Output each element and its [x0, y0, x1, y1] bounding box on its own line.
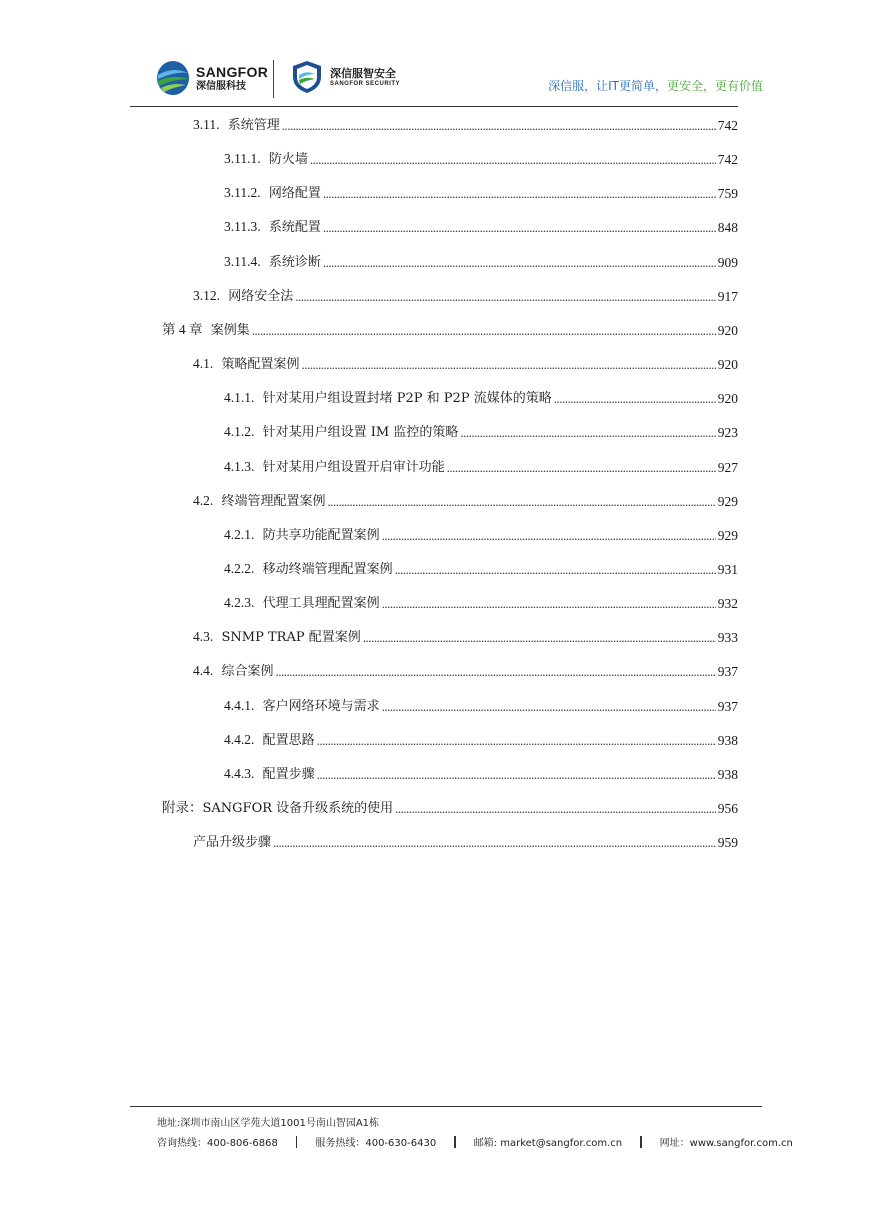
- toc-entry[interactable]: [224, 388, 738, 408]
- footer-website: 网址：www.sangfor.com.cn: [659, 1138, 793, 1149]
- toc-entry-number: 4.4.: [193, 663, 214, 679]
- toc-entry-title: [224, 594, 380, 613]
- toc-entry-page: 917: [717, 288, 738, 304]
- toc-entry-number: 3.11.1.: [224, 151, 261, 167]
- toc-entry-number: 4.2.2.: [224, 560, 255, 576]
- footer-separator: [296, 1136, 298, 1148]
- toc-entry-text: 系统管理: [227, 118, 280, 133]
- toc-entry-page: 923: [717, 425, 738, 441]
- toc-entry-text: 网络安全法: [228, 288, 294, 304]
- toc-entry[interactable]: [224, 559, 738, 579]
- toc-entry-number: 3.11.2.: [224, 185, 261, 201]
- toc-entry-title: [162, 799, 393, 818]
- toc-entry-gap: [254, 767, 262, 782]
- toc-entry-gap: [254, 733, 262, 748]
- toc-leader-dots: [554, 390, 716, 408]
- toc-entry[interactable]: [162, 798, 738, 818]
- toc-entry-page: 959: [717, 835, 738, 851]
- toc-entry[interactable]: [193, 491, 738, 511]
- toc-entry-page: 956: [717, 801, 738, 816]
- toc-entry-number: 4.1.2.: [224, 424, 255, 440]
- toc-leader-dots: [276, 663, 716, 681]
- toc-entry-number: 4.4.1.: [224, 697, 255, 713]
- toc-entry-gap: [254, 425, 262, 440]
- toc-entry-text: 综合案例: [221, 664, 274, 680]
- toc-leader-dots: [460, 424, 715, 442]
- toc-entry-title: [193, 355, 300, 374]
- toc-entry-number: 4.3.: [193, 629, 214, 645]
- toc-entry-title: [193, 628, 361, 647]
- toc-entry-number: 4.2.1.: [224, 526, 255, 542]
- slogan-part2: 更安全，更有价值: [666, 79, 763, 93]
- toc-entry-number: 3.11.4.: [224, 253, 261, 269]
- toc-entry[interactable]: [224, 730, 738, 750]
- consult-hotline: 咨询热线：400-806-6868: [157, 1138, 278, 1149]
- service-hotline: 服务热线：400-630-6430: [315, 1138, 437, 1149]
- toc-entry[interactable]: [224, 525, 738, 545]
- toc-entry[interactable]: [224, 764, 738, 784]
- toc-entry-page: 931: [717, 561, 738, 577]
- footer-email: 邮箱: market@sangfor.com.cn: [473, 1138, 623, 1149]
- slogan-part1: 深信服，让IT更简单，: [548, 79, 667, 93]
- toc-entry[interactable]: [224, 217, 738, 237]
- toc-entry-title: [224, 253, 321, 272]
- toc-entry-text: 案例集: [210, 322, 250, 338]
- toc-leader-dots: [395, 561, 716, 579]
- toc-entry-page: 909: [717, 254, 738, 270]
- toc-entry-gap: [213, 494, 221, 509]
- toc-entry-title: [193, 492, 326, 511]
- page-header: [0, 0, 869, 108]
- brand-name-cn: 深信服科技: [196, 81, 246, 92]
- toc-entry-text: 终端管理配置案例: [221, 493, 326, 509]
- toc-entry-title: [162, 321, 250, 340]
- toc-entry-gap: [254, 596, 262, 611]
- toc-entry[interactable]: [162, 320, 738, 340]
- logo-divider: [273, 60, 274, 98]
- toc-entry-gap: [220, 118, 228, 133]
- toc-entry-gap: [254, 699, 262, 714]
- toc-entry-gap: [261, 255, 269, 270]
- toc-entry-page: 920: [717, 357, 738, 373]
- toc-entry-page: 938: [717, 766, 738, 782]
- toc-entry-page: 742: [717, 152, 738, 168]
- toc-entry-gap: [254, 562, 262, 577]
- toc-entry-title: [224, 389, 552, 408]
- toc-entry[interactable]: [224, 696, 738, 716]
- toc-entry-text: 产品升级步骤: [193, 835, 272, 851]
- toc-entry-text: 移动终端管理配置案例: [262, 561, 393, 577]
- toc-entry-gap: [254, 528, 262, 543]
- security-name-cn: 深信服智安全: [330, 67, 396, 80]
- toc-entry-title: [193, 287, 293, 306]
- toc-entry-text: 客户网络环境与需求: [262, 698, 380, 714]
- toc-leader-dots: [273, 834, 716, 852]
- toc-entry-number: 第 4 章: [162, 321, 203, 337]
- toc-leader-dots: [382, 698, 716, 716]
- toc-entry-page: 937: [717, 664, 738, 680]
- toc-entry[interactable]: [193, 286, 738, 306]
- toc-entry-title: [224, 731, 315, 750]
- brand-name-en: SANGFOR: [196, 64, 269, 80]
- toc-entry-page: 933: [717, 630, 738, 646]
- toc-entry-page: 927: [717, 459, 738, 475]
- header-rule: [130, 106, 738, 107]
- toc-entry-number: 附录：: [162, 800, 203, 815]
- toc-entry-page: 920: [717, 391, 738, 407]
- toc-entry-gap: [254, 391, 262, 406]
- toc-leader-dots: [382, 595, 716, 613]
- toc-entry[interactable]: [224, 593, 738, 613]
- toc-entry-text: 配置思路: [262, 732, 315, 748]
- toc-entry-page: 742: [717, 118, 738, 133]
- toc-leader-dots: [395, 800, 716, 818]
- toc-entry-gap: [261, 152, 269, 167]
- toc-leader-dots: [302, 356, 716, 374]
- toc-entry[interactable]: [193, 627, 738, 647]
- toc-leader-dots: [295, 288, 715, 306]
- sangfor-logo-icon: [156, 60, 190, 96]
- toc-leader-dots: [447, 459, 716, 477]
- toc-entry-gap: [254, 460, 262, 475]
- toc-entry[interactable]: [224, 149, 738, 169]
- footer-separator: [454, 1136, 456, 1148]
- toc-entry[interactable]: [224, 252, 738, 272]
- toc-entry-page: 932: [717, 596, 738, 612]
- toc-entry-page: 848: [717, 220, 738, 236]
- toc-entry-number: 4.2.: [193, 492, 214, 508]
- toc-entry[interactable]: [193, 354, 738, 374]
- toc-entry-text: 代理工具理配置案例: [262, 596, 380, 612]
- toc-entry-number: 4.2.3.: [224, 595, 255, 611]
- toc-entry-title: [224, 697, 380, 716]
- toc-entry-text: 防火墙: [268, 152, 308, 168]
- toc-entry-page: 929: [717, 493, 738, 509]
- toc-leader-dots: [252, 322, 716, 340]
- toc-entry-text: 系统配置: [268, 220, 321, 236]
- toc-entry-title: [224, 458, 445, 477]
- toc-entry-gap: [213, 357, 221, 372]
- toc-entry[interactable]: [224, 457, 738, 477]
- toc-entry-text: SANGFOR 设备升级系统的使用: [202, 801, 394, 816]
- toc-leader-dots: [317, 732, 716, 750]
- toc-entry-text: 策略配置案例: [221, 357, 300, 373]
- toc-leader-dots: [317, 766, 716, 784]
- toc-entry-text: 系统诊断: [268, 254, 321, 270]
- toc-leader-dots: [282, 117, 716, 135]
- toc-entry-number: 3.12.: [193, 287, 220, 303]
- toc-leader-dots: [323, 185, 716, 203]
- toc-entry-gap: [261, 186, 269, 201]
- toc-entry-text: 网络配置: [268, 186, 321, 202]
- slogan: [548, 77, 763, 94]
- toc-entry-title: [193, 833, 271, 852]
- footer-rule: [130, 1106, 762, 1107]
- footer-separator: [640, 1136, 642, 1148]
- toc-entry-gap: [213, 630, 221, 645]
- toc-entry[interactable]: [193, 115, 738, 135]
- toc-entry-title: [224, 150, 308, 169]
- toc-entry-page: 929: [717, 527, 738, 543]
- security-name-en: SANGFOR SECURITY: [330, 81, 401, 87]
- toc-entry-page: 938: [717, 732, 738, 748]
- toc-entry-number: 3.11.3.: [224, 219, 261, 235]
- toc-leader-dots: [310, 151, 716, 169]
- toc-entry-number: 3.11.: [193, 117, 220, 132]
- toc-leader-dots: [328, 493, 716, 511]
- toc-entry-gap: [203, 323, 211, 338]
- toc-entry-gap: [261, 220, 269, 235]
- toc-entry-title: [224, 560, 393, 579]
- toc-leader-dots: [363, 629, 716, 647]
- toc-entry-text: SNMP TRAP 配置案例: [221, 630, 361, 646]
- toc-entry-number: 4.4.3.: [224, 765, 255, 781]
- toc-entry-title: [224, 423, 458, 442]
- toc-entry[interactable]: [193, 661, 738, 681]
- toc-entry-gap: [213, 664, 221, 679]
- security-brand: [330, 67, 400, 89]
- toc-entry-page: 937: [717, 698, 738, 714]
- toc-entry-title: [224, 526, 380, 545]
- toc-entry[interactable]: [224, 183, 738, 203]
- toc-leader-dots: [323, 254, 716, 272]
- toc-entry-page: 920: [717, 322, 738, 338]
- toc-entry-title: [224, 765, 315, 784]
- toc-entry-text: 针对某用户组设置 IM 监控的策略: [262, 425, 459, 441]
- footer-address: 地址:深圳市南山区学苑大道1001号南山智园A1栋: [157, 1118, 380, 1129]
- toc-leader-dots: [323, 219, 716, 237]
- toc-entry-page: 759: [717, 186, 738, 202]
- toc-entry-number: 4.4.2.: [224, 731, 255, 747]
- toc-entry-number: 4.1.3.: [224, 458, 255, 474]
- toc-entry-text: 配置步骤: [262, 766, 315, 782]
- toc-entry-title: [193, 116, 280, 135]
- toc-entry-number: 4.1.1.: [224, 390, 255, 406]
- toc-entry[interactable]: [224, 422, 738, 442]
- toc-entry-title: [224, 218, 321, 237]
- toc-entry-text: 针对某用户组设置开启审计功能: [262, 459, 445, 475]
- footer-contacts: [157, 1134, 793, 1149]
- toc-entry-text: 防共享功能配置案例: [262, 527, 380, 543]
- toc-entry[interactable]: [193, 832, 738, 852]
- security-shield-icon: [290, 60, 324, 94]
- sangfor-brand: [196, 64, 268, 93]
- toc-entry-number: 4.1.: [193, 356, 214, 372]
- toc-entry-text: 针对某用户组设置封堵 P2P 和 P2P 流媒体的策略: [262, 391, 552, 407]
- toc-entry-title: [224, 184, 321, 203]
- toc-entry-title: [193, 662, 274, 681]
- toc-leader-dots: [382, 527, 716, 545]
